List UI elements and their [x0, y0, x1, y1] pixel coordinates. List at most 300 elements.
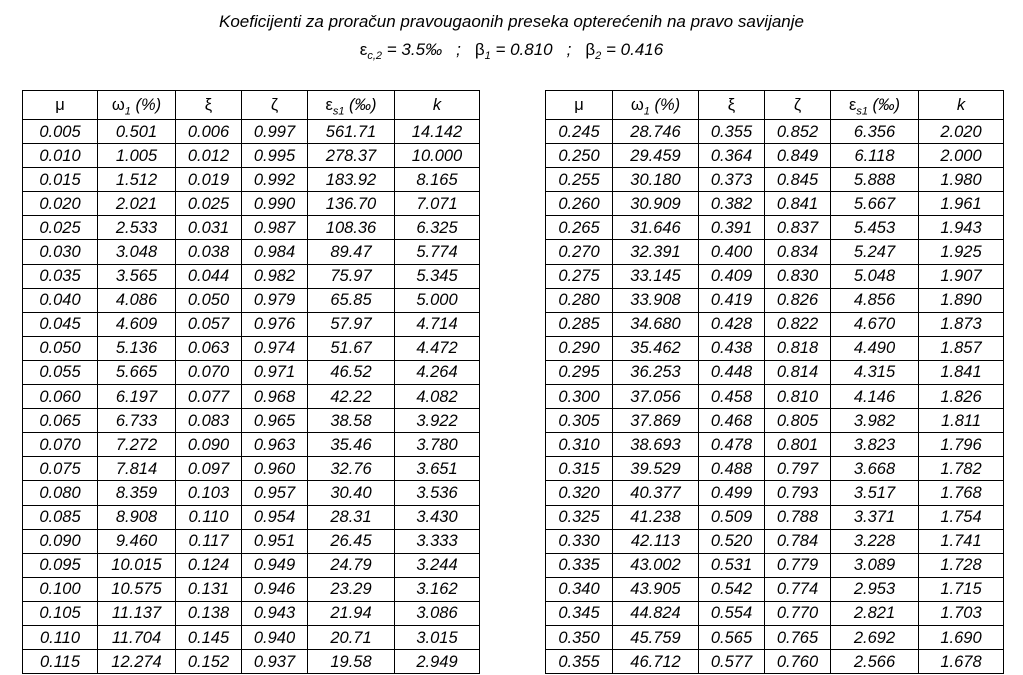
xi-cell: 0.542: [699, 577, 765, 601]
mu-cell: 0.285: [546, 312, 613, 336]
omega-cell: 30.180: [613, 168, 699, 192]
omega-cell: 33.908: [613, 288, 699, 312]
eps-cell: 28.31: [308, 505, 395, 529]
k-cell: 4.082: [395, 385, 480, 409]
omega-cell: 5.665: [98, 360, 176, 384]
k-cell: 1.980: [919, 168, 1004, 192]
col-mu-header: μ: [546, 91, 613, 120]
xi-cell: 0.077: [176, 385, 242, 409]
table-row: [23, 505, 480, 529]
k-cell: 3.162: [395, 577, 480, 601]
k-cell: 1.754: [919, 505, 1004, 529]
eps-cell: 3.228: [831, 529, 919, 553]
k-cell: 3.780: [395, 433, 480, 457]
zeta-cell: 0.979: [242, 288, 308, 312]
mu-cell: 0.335: [546, 553, 613, 577]
zeta-cell: 0.801: [765, 433, 831, 457]
omega-cell: 41.238: [613, 505, 699, 529]
zeta-cell: 0.788: [765, 505, 831, 529]
zeta-cell: 0.779: [765, 553, 831, 577]
k-cell: 1.961: [919, 192, 1004, 216]
table-row: [23, 529, 480, 553]
omega-cell: 2.021: [98, 192, 176, 216]
zeta-cell: 0.957: [242, 481, 308, 505]
omega-cell: 35.462: [613, 336, 699, 360]
zeta-cell: 0.982: [242, 264, 308, 288]
zeta-cell: 0.997: [242, 120, 308, 144]
k-cell: 3.922: [395, 409, 480, 433]
omega-cell: 45.759: [613, 625, 699, 649]
omega-cell: 8.359: [98, 481, 176, 505]
eps-cell: 136.70: [308, 192, 395, 216]
col-xi-header: ξ: [176, 91, 242, 120]
zeta-cell: 0.954: [242, 505, 308, 529]
table-row: [546, 240, 1004, 264]
table-row: [546, 577, 1004, 601]
eps-cell: 2.953: [831, 577, 919, 601]
omega-cell: 37.056: [613, 385, 699, 409]
table-row: [546, 433, 1004, 457]
document-title: Koeficijenti za proračun pravougaonih preseka opterećenih na pravo savijanje: [219, 12, 804, 31]
k-cell: 2.000: [919, 144, 1004, 168]
table-row: [546, 192, 1004, 216]
k-cell: 4.472: [395, 336, 480, 360]
eps-cell: 89.47: [308, 240, 395, 264]
eps-cell: 46.52: [308, 360, 395, 384]
xi-cell: 0.152: [176, 650, 242, 674]
mu-cell: 0.085: [23, 505, 98, 529]
k-cell: 3.430: [395, 505, 480, 529]
col-zeta-header: ζ: [765, 91, 831, 120]
eps-cell: 183.92: [308, 168, 395, 192]
eps-cell: 5.247: [831, 240, 919, 264]
omega-cell: 3.048: [98, 240, 176, 264]
table-row: [23, 433, 480, 457]
xi-cell: 0.509: [699, 505, 765, 529]
mu-cell: 0.050: [23, 336, 98, 360]
mu-cell: 0.080: [23, 481, 98, 505]
mu-cell: 0.320: [546, 481, 613, 505]
eps-cell: 4.670: [831, 312, 919, 336]
omega-cell: 46.712: [613, 650, 699, 674]
mu-cell: 0.070: [23, 433, 98, 457]
xi-cell: 0.478: [699, 433, 765, 457]
mu-cell: 0.030: [23, 240, 98, 264]
zeta-cell: 0.760: [765, 650, 831, 674]
omega-cell: 29.459: [613, 144, 699, 168]
k-cell: 1.841: [919, 360, 1004, 384]
xi-cell: 0.400: [699, 240, 765, 264]
zeta-cell: 0.960: [242, 457, 308, 481]
xi-cell: 0.083: [176, 409, 242, 433]
zeta-cell: 0.963: [242, 433, 308, 457]
zeta-cell: 0.976: [242, 312, 308, 336]
table-row: [23, 385, 480, 409]
table-row: [23, 336, 480, 360]
omega-cell: 2.533: [98, 216, 176, 240]
omega-cell: 33.145: [613, 264, 699, 288]
col-omega-header: $\omega_1$ (%): [613, 91, 699, 120]
zeta-cell: 0.797: [765, 457, 831, 481]
k-cell: 3.536: [395, 481, 480, 505]
omega-cell: 7.814: [98, 457, 176, 481]
mu-cell: 0.105: [23, 601, 98, 625]
zeta-cell: 0.805: [765, 409, 831, 433]
table-row: [546, 625, 1004, 649]
mu-cell: 0.035: [23, 264, 98, 288]
k-cell: 1.703: [919, 601, 1004, 625]
omega-cell: 32.391: [613, 240, 699, 264]
mu-cell: 0.020: [23, 192, 98, 216]
k-cell: 1.690: [919, 625, 1004, 649]
mu-cell: 0.295: [546, 360, 613, 384]
zeta-cell: 0.784: [765, 529, 831, 553]
omega-cell: 37.869: [613, 409, 699, 433]
xi-cell: 0.448: [699, 360, 765, 384]
table-row: [546, 481, 1004, 505]
k-cell: 1.768: [919, 481, 1004, 505]
eps-cell: 5.667: [831, 192, 919, 216]
zeta-cell: 0.834: [765, 240, 831, 264]
zeta-cell: 0.841: [765, 192, 831, 216]
eps-cell: 20.71: [308, 625, 395, 649]
zeta-cell: 0.770: [765, 601, 831, 625]
eps-cell: 3.823: [831, 433, 919, 457]
zeta-cell: 0.951: [242, 529, 308, 553]
eps-cell: 6.118: [831, 144, 919, 168]
xi-cell: 0.382: [699, 192, 765, 216]
table-row: [23, 625, 480, 649]
omega-cell: 8.908: [98, 505, 176, 529]
eps-cell: 4.856: [831, 288, 919, 312]
k-cell: 6.325: [395, 216, 480, 240]
omega-cell: 7.272: [98, 433, 176, 457]
xi-cell: 0.577: [699, 650, 765, 674]
col-omega-header: $\omega_1$ (%): [98, 91, 176, 120]
mu-cell: 0.005: [23, 120, 98, 144]
table-row: [546, 601, 1004, 625]
eps-cell: 32.76: [308, 457, 395, 481]
zeta-cell: 0.849: [765, 144, 831, 168]
mu-cell: 0.300: [546, 385, 613, 409]
k-cell: 1.678: [919, 650, 1004, 674]
omega-cell: 12.274: [98, 650, 176, 674]
eps-cell: 4.490: [831, 336, 919, 360]
omega-cell: 4.609: [98, 312, 176, 336]
xi-cell: 0.458: [699, 385, 765, 409]
table-row: [546, 650, 1004, 674]
k-cell: 4.714: [395, 312, 480, 336]
table-row: [546, 360, 1004, 384]
xi-cell: 0.031: [176, 216, 242, 240]
table-body-right: [546, 120, 1004, 674]
table-row: [546, 529, 1004, 553]
k-cell: 3.086: [395, 601, 480, 625]
table-header-row: [546, 91, 1004, 120]
eps-cell: 57.97: [308, 312, 395, 336]
eps-cell: 35.46: [308, 433, 395, 457]
omega-cell: 36.253: [613, 360, 699, 384]
epsilon-value: = 3.5‰: [382, 40, 443, 59]
eps-cell: 23.29: [308, 577, 395, 601]
mu-cell: 0.270: [546, 240, 613, 264]
table-row: [23, 240, 480, 264]
mu-cell: 0.280: [546, 288, 613, 312]
zeta-cell: 0.793: [765, 481, 831, 505]
k-cell: 3.333: [395, 529, 480, 553]
table-row: [546, 216, 1004, 240]
eps-cell: 24.79: [308, 553, 395, 577]
xi-cell: 0.391: [699, 216, 765, 240]
col-k-header: k: [919, 91, 1004, 120]
eps-cell: 3.982: [831, 409, 919, 433]
zeta-cell: 0.940: [242, 625, 308, 649]
mu-cell: 0.315: [546, 457, 613, 481]
table-row: [546, 120, 1004, 144]
k-cell: 5.774: [395, 240, 480, 264]
xi-cell: 0.038: [176, 240, 242, 264]
k-cell: 2.020: [919, 120, 1004, 144]
table-row: [546, 336, 1004, 360]
table-row: [23, 360, 480, 384]
eps-cell: 5.048: [831, 264, 919, 288]
eps-cell: 6.356: [831, 120, 919, 144]
beta2-value: = 0.416: [601, 40, 664, 59]
xi-cell: 0.050: [176, 288, 242, 312]
omega-cell: 4.086: [98, 288, 176, 312]
col-eps-header: $\varepsilon_{s1}$ (‰): [308, 91, 395, 120]
xi-cell: 0.409: [699, 264, 765, 288]
mu-cell: 0.355: [546, 650, 613, 674]
table-row: [546, 457, 1004, 481]
zeta-cell: 0.837: [765, 216, 831, 240]
mu-cell: 0.075: [23, 457, 98, 481]
table-row: [23, 216, 480, 240]
mu-cell: 0.110: [23, 625, 98, 649]
omega-cell: 43.002: [613, 553, 699, 577]
k-cell: 1.741: [919, 529, 1004, 553]
omega-cell: 9.460: [98, 529, 176, 553]
k-cell: 5.000: [395, 288, 480, 312]
mu-cell: 0.045: [23, 312, 98, 336]
omega-cell: 1.005: [98, 144, 176, 168]
omega-cell: 6.197: [98, 385, 176, 409]
k-cell: 2.949: [395, 650, 480, 674]
xi-cell: 0.131: [176, 577, 242, 601]
table-row: [23, 144, 480, 168]
zeta-cell: 0.826: [765, 288, 831, 312]
xi-cell: 0.565: [699, 625, 765, 649]
xi-cell: 0.554: [699, 601, 765, 625]
k-cell: 5.345: [395, 264, 480, 288]
xi-cell: 0.110: [176, 505, 242, 529]
zeta-cell: 0.974: [242, 336, 308, 360]
omega-cell: 10.575: [98, 577, 176, 601]
zeta-cell: 0.822: [765, 312, 831, 336]
beta1-subscript: 1: [484, 50, 491, 62]
xi-cell: 0.057: [176, 312, 242, 336]
k-cell: 8.165: [395, 168, 480, 192]
col-xi-header: ξ: [699, 91, 765, 120]
table-row: [546, 553, 1004, 577]
xi-cell: 0.019: [176, 168, 242, 192]
table-row: [23, 264, 480, 288]
beta2-subscript: 2: [595, 50, 602, 62]
zeta-cell: 0.774: [765, 577, 831, 601]
table-row: [546, 385, 1004, 409]
zeta-cell: 0.852: [765, 120, 831, 144]
table-row: [546, 288, 1004, 312]
beta2-symbol: β: [585, 40, 596, 59]
mu-cell: 0.040: [23, 288, 98, 312]
k-cell: 3.651: [395, 457, 480, 481]
omega-cell: 5.136: [98, 336, 176, 360]
eps-cell: 38.58: [308, 409, 395, 433]
xi-cell: 0.520: [699, 529, 765, 553]
xi-cell: 0.419: [699, 288, 765, 312]
xi-cell: 0.373: [699, 168, 765, 192]
xi-cell: 0.044: [176, 264, 242, 288]
table-row: [23, 168, 480, 192]
table-row: [23, 409, 480, 433]
k-cell: 3.244: [395, 553, 480, 577]
omega-cell: 30.909: [613, 192, 699, 216]
table-row: [546, 168, 1004, 192]
eps-cell: 561.71: [308, 120, 395, 144]
table-row: [23, 288, 480, 312]
zeta-cell: 0.987: [242, 216, 308, 240]
omega-cell: 11.704: [98, 625, 176, 649]
k-cell: 4.264: [395, 360, 480, 384]
eps-cell: 2.692: [831, 625, 919, 649]
omega-cell: 10.015: [98, 553, 176, 577]
table-row: [23, 650, 480, 674]
table-row: [546, 144, 1004, 168]
k-cell: 1.907: [919, 264, 1004, 288]
col-mu-header: μ: [23, 91, 98, 120]
xi-cell: 0.063: [176, 336, 242, 360]
eps-cell: 65.85: [308, 288, 395, 312]
omega-cell: 31.646: [613, 216, 699, 240]
parameters-line: [0, 39, 1023, 61]
k-cell: 1.890: [919, 288, 1004, 312]
k-cell: 1.826: [919, 385, 1004, 409]
xi-cell: 0.488: [699, 457, 765, 481]
table-body-left: [23, 120, 480, 674]
mu-cell: 0.015: [23, 168, 98, 192]
zeta-cell: 0.814: [765, 360, 831, 384]
xi-cell: 0.025: [176, 192, 242, 216]
k-cell: 1.873: [919, 312, 1004, 336]
eps-cell: 51.67: [308, 336, 395, 360]
zeta-cell: 0.990: [242, 192, 308, 216]
epsilon-symbol: ε: [359, 40, 368, 59]
mu-cell: 0.255: [546, 168, 613, 192]
omega-cell: 28.746: [613, 120, 699, 144]
table-row: [546, 312, 1004, 336]
eps-cell: 42.22: [308, 385, 395, 409]
table-row: [546, 505, 1004, 529]
col-zeta-header: ζ: [242, 91, 308, 120]
xi-cell: 0.364: [699, 144, 765, 168]
omega-cell: 40.377: [613, 481, 699, 505]
coefficient-table-right: [545, 90, 1004, 674]
zeta-cell: 0.968: [242, 385, 308, 409]
zeta-cell: 0.845: [765, 168, 831, 192]
table-row: [23, 192, 480, 216]
xi-cell: 0.090: [176, 433, 242, 457]
omega-cell: 42.113: [613, 529, 699, 553]
mu-cell: 0.250: [546, 144, 613, 168]
eps-cell: 3.089: [831, 553, 919, 577]
xi-cell: 0.070: [176, 360, 242, 384]
eps-cell: 108.36: [308, 216, 395, 240]
eps-cell: 4.315: [831, 360, 919, 384]
xi-cell: 0.428: [699, 312, 765, 336]
omega-cell: 1.512: [98, 168, 176, 192]
zeta-cell: 0.765: [765, 625, 831, 649]
k-cell: 1.811: [919, 409, 1004, 433]
eps-cell: 75.97: [308, 264, 395, 288]
zeta-cell: 0.943: [242, 601, 308, 625]
omega-cell: 3.565: [98, 264, 176, 288]
k-cell: 1.925: [919, 240, 1004, 264]
mu-cell: 0.010: [23, 144, 98, 168]
eps-cell: 3.371: [831, 505, 919, 529]
table-row: [23, 553, 480, 577]
mu-cell: 0.265: [546, 216, 613, 240]
eps-cell: 30.40: [308, 481, 395, 505]
mu-cell: 0.340: [546, 577, 613, 601]
mu-cell: 0.305: [546, 409, 613, 433]
table-header-row: [23, 91, 480, 120]
k-cell: 3.015: [395, 625, 480, 649]
xi-cell: 0.145: [176, 625, 242, 649]
eps-cell: 21.94: [308, 601, 395, 625]
col-eps-header: $\varepsilon_{s1}$ (‰): [831, 91, 919, 120]
eps-cell: 26.45: [308, 529, 395, 553]
beta1-symbol: β: [474, 40, 485, 59]
zeta-cell: 0.818: [765, 336, 831, 360]
omega-cell: 6.733: [98, 409, 176, 433]
xi-cell: 0.438: [699, 336, 765, 360]
xi-cell: 0.117: [176, 529, 242, 553]
eps-cell: 2.821: [831, 601, 919, 625]
eps-cell: 2.566: [831, 650, 919, 674]
zeta-cell: 0.984: [242, 240, 308, 264]
zeta-cell: 0.937: [242, 650, 308, 674]
omega-cell: 11.137: [98, 601, 176, 625]
omega-cell: 43.905: [613, 577, 699, 601]
mu-cell: 0.115: [23, 650, 98, 674]
mu-cell: 0.330: [546, 529, 613, 553]
table-row: [23, 601, 480, 625]
table-row: [546, 264, 1004, 288]
xi-cell: 0.499: [699, 481, 765, 505]
mu-cell: 0.275: [546, 264, 613, 288]
k-cell: 1.715: [919, 577, 1004, 601]
k-cell: 1.943: [919, 216, 1004, 240]
xi-cell: 0.468: [699, 409, 765, 433]
zeta-cell: 0.965: [242, 409, 308, 433]
k-cell: 10.000: [395, 144, 480, 168]
omega-cell: 34.680: [613, 312, 699, 336]
mu-cell: 0.025: [23, 216, 98, 240]
mu-cell: 0.055: [23, 360, 98, 384]
table-row: [23, 457, 480, 481]
xi-cell: 0.012: [176, 144, 242, 168]
table-row: [23, 481, 480, 505]
